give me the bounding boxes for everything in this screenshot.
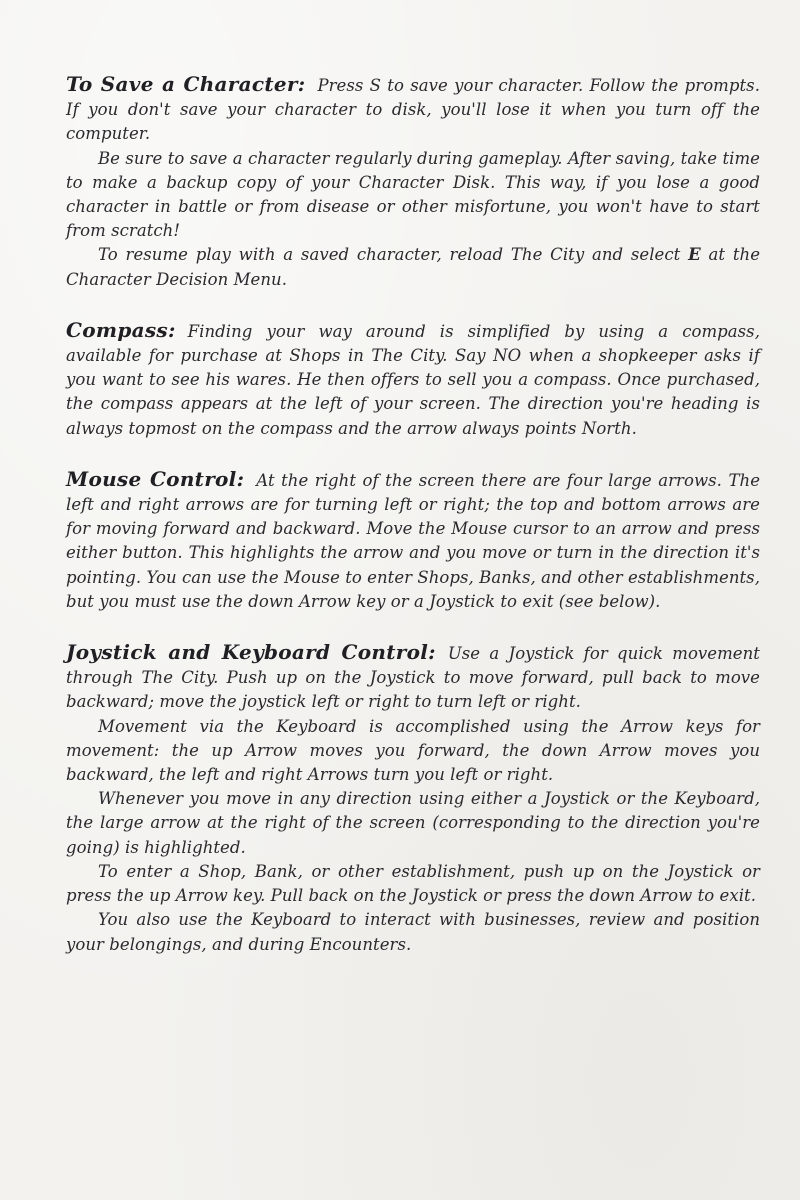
text-resume-before: To resume play with a saved character, reload The City and select	[98, 245, 681, 265]
text-compass: Finding your way around is simplified by using a compass, available for purchase at Shops in The City. Say NO when a shopkeeper asks if you want to see his wares. He then offers to sell you a compass. Once purchased, the compass appears at the left of your screen. The direction you're heading is always topmost on the compass and the arrow always points North.	[66, 321, 760, 438]
heading-save-character: To Save a Character:	[66, 72, 306, 96]
paragraph-save-intro	[66, 72, 760, 147]
paragraph-save-regularly	[66, 147, 760, 244]
paragraph-joystick-intro	[66, 640, 760, 715]
text-resume-after: at the Character Decision Menu.	[66, 245, 761, 289]
section-joystick-keyboard	[66, 640, 760, 957]
text-mouse-control: At the right of the screen there are four large arrows. The left and right arrows are for turning left or right; the top and bottom arrows are for moving forward and backward. Move the Mouse cursor to an arrow and press either button. This highlights the arrow and you move or turn in the direction it's pointing. You can use the Mouse to enter Shops, Banks, and other establishments, but you must use the down Arrow key or a Joystick to exit (see below).	[66, 470, 761, 611]
section-save-character	[66, 72, 760, 292]
heading-mouse-control: Mouse Control:	[66, 466, 245, 491]
section-compass	[66, 318, 760, 441]
heading-compass: Compass:	[66, 317, 176, 342]
key-e-label: E	[688, 245, 701, 265]
paragraph-arrow-highlight	[66, 787, 760, 860]
text-joystick-intro: Use a Joystick for quick movement through The City. Push up on the Joystick to move forward, pull back to move backward; move the joystick left or right to turn left or right.	[66, 644, 760, 712]
text-keyboard-movement: Movement via the Keyboard is accomplished using the Arrow keys for movement: the up Arrow moves you forward, the down Arrow moves you backward, the left and right Arrows turn you left or right.	[66, 716, 760, 785]
text-enter-exit: To enter a Shop, Bank, or other establishment, push up on the Joystick or press the up Arrow key. Pull back on the Joystick or press the down Arrow to exit.	[66, 861, 760, 906]
text-arrow-highlight: Whenever you move in any direction using either a Joystick or the Keyboard, the large arrow at the right of the screen (corresponding to the direction you're going) is highlighted.	[66, 789, 760, 857]
text-keyboard-interact: You also use the Keyboard to interact with businesses, review and position your belongings, and during Encounters.	[66, 910, 760, 954]
text-save-regularly: Be sure to save a character regularly during gameplay. After saving, take time to make a backup copy of your Character Disk. This way, if you lose a good character in battle or from disease or other misfortune, you won't have to start from scratch!	[66, 148, 760, 241]
paragraph-resume-play	[66, 243, 760, 291]
text-save-intro: Press S to save your character. Follow the prompts. If you don't save your character to disk, you'll lose it when you turn off the computer.	[66, 76, 760, 144]
paragraph-keyboard-movement	[66, 715, 760, 788]
paragraph-mouse-control	[66, 467, 760, 614]
paragraph-keyboard-interact	[66, 908, 760, 956]
heading-joystick-keyboard: Joystick and Keyboard Control:	[66, 640, 436, 665]
section-mouse-control	[66, 467, 760, 614]
paragraph-compass	[66, 318, 760, 441]
paragraph-enter-exit	[66, 860, 760, 908]
